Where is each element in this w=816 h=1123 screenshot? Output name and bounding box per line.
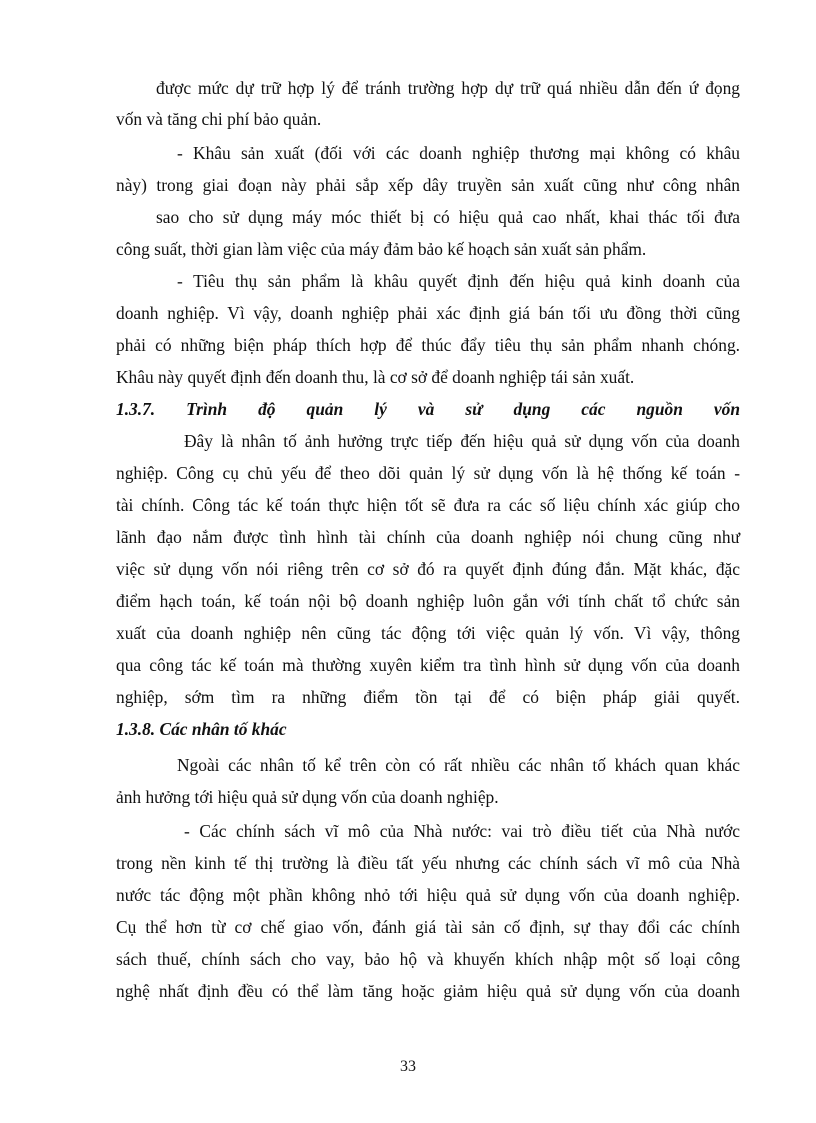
page-number: 33 — [400, 1058, 416, 1075]
text-line-20: nghiệp, sớm tìm ra những điểm tồn tại để có biện pháp giải quyết. — [116, 687, 740, 707]
text-line-1: được mức dự trữ hợp lý để tránh trường hợp dự trữ quá nhiều dẫn đến ứ đọng — [156, 78, 740, 98]
text-line-28: sách thuế, chính sách cho vay, bảo hộ và khuyến khích nhập một số loại công — [116, 949, 740, 969]
text-line-16: việc sử dụng vốn nói riêng trên cơ sở đó ra quyết định đúng đắn. Mặt khác, đặc — [116, 559, 740, 579]
text-line-10: Khâu này quyết định đến doanh thu, là cơ sở để doanh nghiệp tái sản xuất. — [116, 367, 635, 387]
text-line-19: qua công tác kế toán mà thường xuyên kiểm tra tình hình sử dụng vốn của doanh — [116, 655, 740, 675]
text-line-2: vốn và tăng chi phí bảo quản. — [116, 109, 322, 129]
text-line-18: xuất của doanh nghiệp nên cũng tác động tới việc quản lý vốn. Vì vậy, thông — [116, 623, 740, 643]
text-line-24: - Các chính sách vĩ mô của Nhà nước: vai trò điều tiết của Nhà nước — [184, 821, 740, 841]
text-line-29: nghệ nhất định đều có thể làm tăng hoặc giảm hiệu quả sử dụng vốn của doanh — [116, 981, 740, 1001]
text-line-9: phải có những biện pháp thích hợp để thúc đẩy tiêu thụ sản phẩm nhanh chóng. — [116, 335, 740, 355]
text-line-15: lãnh đạo nắm được tình hình tài chính của doanh nghiệp nói chung cũng như — [116, 527, 740, 547]
text-line-14: tài chính. Công tác kế toán thực hiện tốt sẽ đưa ra các số liệu chính xác giúp cho — [116, 495, 740, 515]
text-line-8: doanh nghiệp. Vì vậy, doanh nghiệp phải xác định giá bán tối ưu đồng thời cũng — [116, 303, 740, 323]
text-line-13: nghiệp. Công cụ chủ yếu để theo dõi quản lý sử dụng vốn là hệ thống kế toán - — [116, 463, 740, 483]
text-line-26: nước tác động một phần không nhỏ tới hiệu quả sử dụng vốn của doanh nghiệp. — [116, 885, 740, 905]
text-line-17: điểm hạch toán, kế toán nội bộ doanh nghiệp luôn gắn với tính chất tổ chức sản — [116, 591, 740, 611]
text-line-4: này) trong giai đoạn này phải sắp xếp dây truyền sản xuất cũng như công nhân — [116, 175, 740, 195]
text-line-7: - Tiêu thụ sản phẩm là khâu quyết định đến hiệu quả kinh doanh của — [177, 271, 740, 291]
text-line-27: Cụ thể hơn từ cơ chế giao vốn, đánh giá tài sản cố định, sự thay đổi các chính — [116, 917, 740, 937]
text-line-23: ảnh hưởng tới hiệu quả sử dụng vốn của doanh nghiệp. — [116, 787, 499, 807]
section-heading-1-3-8: 1.3.8. Các nhân tố khác — [116, 719, 287, 739]
text-line-5: sao cho sử dụng máy móc thiết bị có hiệu quả cao nhất, khai thác tối đưa — [156, 207, 740, 227]
text-line-6: công suất, thời gian làm việc của máy đảm bảo kế hoạch sản xuất sản phẩm. — [116, 239, 647, 259]
text-line-12: Đây là nhân tố ảnh hưởng trực tiếp đến hiệu quả sử dụng vốn của doanh — [184, 431, 740, 451]
text-line-3: - Khâu sản xuất (đối với các doanh nghiệp thương mại không có khâu — [177, 143, 740, 163]
section-heading-1-3-7: 1.3.7. Trình độ quản lý và sử dụng các nguồn vốn — [116, 399, 740, 419]
text-line-22: Ngoài các nhân tố kể trên còn có rất nhiều các nhân tố khách quan khác — [177, 755, 740, 775]
text-line-25: trong nền kinh tế thị trường là điều tất yếu nhưng các chính sách vĩ mô của Nhà — [116, 853, 740, 873]
